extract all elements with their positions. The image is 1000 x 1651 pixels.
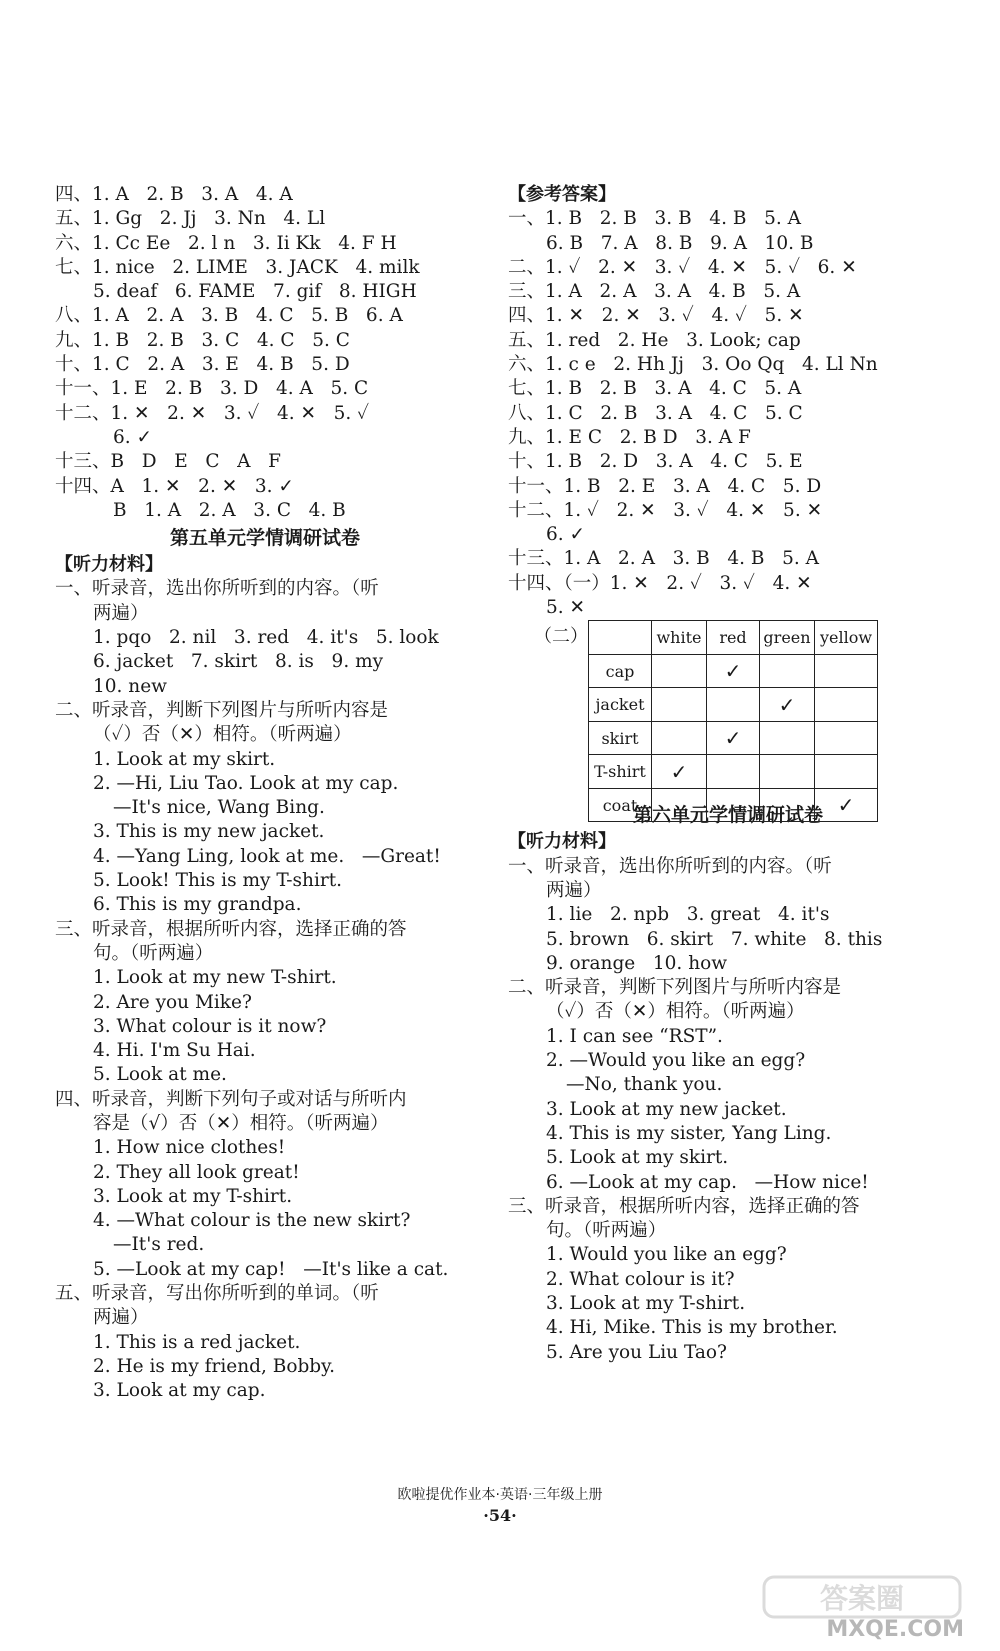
table-cell	[707, 788, 760, 822]
transcript-line: 6. —Look at my cap. —How nice!	[546, 1171, 869, 1193]
answer-line: 6. ✓	[113, 426, 153, 448]
transcript-line: 2. He is my friend, Bobby.	[93, 1355, 336, 1377]
transcript-line: 5. Look at me.	[93, 1064, 227, 1086]
table-header-cell: red	[707, 621, 760, 655]
listening-header: 【听力材料】	[508, 831, 616, 853]
transcript-line: —No, thank you.	[566, 1074, 723, 1096]
answer-line: 一、1. B 2. B 3. B 4. B 5. A	[508, 208, 801, 230]
table-row	[589, 688, 878, 722]
table-row	[589, 721, 878, 755]
table-cell	[652, 788, 707, 822]
table-cell: ✓	[707, 721, 760, 755]
transcript-line: 2. What colour is it?	[546, 1268, 735, 1290]
transcript-line: 5. brown 6. skirt 7. white 8. this	[546, 928, 883, 950]
transcript-line: —It's red.	[113, 1234, 205, 1256]
transcript-line: 5. Are you Liu Tao?	[546, 1341, 727, 1363]
transcript-line: 6. jacket 7. skirt 8. is 9. my	[93, 651, 384, 673]
table-cell: ✓	[815, 788, 878, 822]
answer-line: 十、1. C 2. A 3. E 4. B 5. D	[55, 354, 350, 376]
answer-line: 七、1. nice 2. LIME 3. JACK 4. milk	[55, 256, 420, 278]
section-heading-cont: 容是（√）否（✕）相符。（听两遍）	[93, 1112, 389, 1134]
answer-line: 三、1. A 2. A 3. A 4. B 5. A	[508, 281, 801, 303]
answer-line: B 1. A 2. A 3. C 4. B	[113, 499, 346, 521]
transcript-line: 2. —Hi, Liu Tao. Look at my cap.	[93, 772, 399, 794]
table-cell	[652, 721, 707, 755]
section-heading-cont: 两遍）	[93, 1307, 149, 1329]
watermark-url: MXQE.COM	[826, 1617, 964, 1642]
table-cell: ✓	[652, 755, 707, 789]
transcript-line: 4. Hi, Mike. This is my brother.	[546, 1317, 838, 1339]
table-row	[589, 654, 878, 688]
transcript-line: 6. This is my grandpa.	[93, 894, 302, 916]
answers-header: 【参考答案】	[508, 184, 616, 205]
transcript-line: 5. —Look at my cap! —It's like a cat.	[93, 1258, 449, 1280]
answer-line: 十四、（一）1. ✕ 2. ✓ 3. ✓ 4. ✕	[508, 572, 812, 594]
answer-line: 四、1. A 2. B 3. A 4. A	[55, 184, 293, 205]
table-cell	[707, 688, 760, 722]
transcript-line: 1. How nice clothes!	[93, 1137, 286, 1159]
table-cell	[652, 688, 707, 722]
answer-line: 四、1. ✕ 2. ✕ 3. ✓ 4. ✓ 5. ✕	[508, 305, 804, 327]
transcript-line: 2. —Would you like an egg?	[546, 1050, 806, 1072]
section-heading-cont: 两遍）	[93, 602, 149, 624]
answer-line: 5. deaf 6. FAME 7. gif 8. HIGH	[93, 281, 417, 303]
section-heading-cont: 两遍）	[546, 879, 602, 901]
answer-line: 6. ✓	[546, 524, 586, 546]
section-heading: 三、听录音，根据所听内容，选择正确的答	[508, 1195, 860, 1217]
transcript-line: 1. Would you like an egg?	[546, 1244, 787, 1266]
transcript-line: 5. Look! This is my T-shirt.	[93, 870, 343, 892]
answer-line: 6. B 7. A 8. B 9. A 10. B	[546, 232, 814, 254]
transcript-line: 2. Are you Mike?	[93, 991, 252, 1013]
section-heading-cont: （✓）否（✕）相符。（听两遍）	[93, 724, 352, 746]
transcript-line: 3. This is my new jacket.	[93, 821, 325, 843]
answer-line: 十一、1. E 2. B 3. D 4. A 5. C	[55, 378, 369, 400]
left-column	[55, 183, 475, 1404]
table-label: （二）	[534, 626, 588, 648]
transcript-line: 4. Hi. I'm Su Hai.	[93, 1040, 256, 1062]
table-cell	[815, 654, 878, 688]
answer-line: 六、1. Cc Ee 2. l n 3. Ii Kk 4. F H	[55, 232, 397, 254]
transcript-line: 1. Look at my skirt.	[93, 748, 276, 770]
transcript-line: 1. Look at my new T-shirt.	[93, 967, 337, 989]
table-cell: ✓	[707, 654, 760, 688]
answer-line: 十一、1. B 2. E 3. A 4. C 5. D	[508, 475, 822, 497]
answer-line: 十、1. B 2. D 3. A 4. C 5. E	[508, 451, 803, 473]
answer-line: 五、1. red 2. He 3. Look; cap	[508, 329, 801, 351]
table-cell	[815, 755, 878, 789]
transcript-line: 3. Look at my T-shirt.	[546, 1292, 746, 1314]
answer-line: 十二、1. ✓ 2. ✕ 3. ✓ 4. ✕ 5. ✕	[508, 499, 823, 521]
table-cell	[652, 654, 707, 688]
transcript-line: 3. Look at my T-shirt.	[93, 1185, 293, 1207]
section-heading: 三、听录音，根据所听内容，选择正确的答	[55, 918, 407, 940]
right-column	[508, 183, 948, 1365]
transcript-line: 4. —Yang Ling, look at me. —Great!	[93, 845, 441, 867]
transcript-line: 1. I can see “RST”.	[546, 1025, 723, 1047]
table-cell	[760, 755, 815, 789]
table-cell: skirt	[589, 721, 652, 755]
transcript-line: 1. This is a red jacket.	[93, 1331, 301, 1353]
section-heading: 四、听录音，判断下列句子或对话与所听内	[55, 1088, 407, 1110]
answer-line: 九、1. E C 2. B D 3. A F	[508, 426, 751, 448]
transcript-line: 1. pqo 2. nil 3. red 4. it's 5. look	[93, 627, 439, 649]
table-cell: coat	[589, 788, 652, 822]
table-header-cell	[589, 621, 652, 655]
answer-line: 5. ✕	[546, 597, 586, 619]
answer-line: 六、1. c e 2. Hh Jj 3. Oo Qq 4. Ll Nn	[508, 354, 878, 376]
answer-line: 二、1. ✓ 2. ✕ 3. ✓ 4. ✕ 5. ✓ 6. ✕	[508, 256, 857, 278]
table-header-cell: yellow	[815, 621, 878, 655]
watermark-logo-text: 答案圈	[819, 1582, 905, 1615]
answer-line: 十三、B D E C A F	[55, 451, 281, 473]
section-heading-cont: （✓）否（✕）相符。（听两遍）	[546, 1001, 805, 1023]
answer-line: 八、1. C 2. B 3. A 4. C 5. C	[508, 402, 803, 424]
section-heading: 一、听录音，选出你所听到的内容。（听	[55, 578, 379, 600]
table-cell	[760, 721, 815, 755]
section-heading-cont: 句。（听两遍）	[546, 1220, 667, 1242]
answer-line: 十三、1. A 2. A 3. B 4. B 5. A	[508, 548, 819, 570]
table-cell: ✓	[760, 688, 815, 722]
unit6-title: 第六单元学情调研试卷	[632, 804, 823, 827]
answer-line: 十二、1. ✕ 2. ✕ 3. ✓ 4. ✕ 5. ✓	[55, 402, 370, 424]
unit5-title: 第五单元学情调研试卷	[169, 527, 360, 550]
transcript-line: 5. Look at my skirt.	[546, 1147, 729, 1169]
table-cell	[815, 688, 878, 722]
table-cell	[707, 755, 760, 789]
answer-line: 十四、A 1. ✕ 2. ✕ 3. ✓	[55, 475, 294, 497]
table-cell: jacket	[589, 688, 652, 722]
table-row	[589, 788, 878, 822]
section-heading: 一、听录音，选出你所听到的内容。（听	[508, 855, 832, 877]
table-cell	[815, 721, 878, 755]
section-heading: 二、听录音，判断下列图片与所听内容是	[508, 977, 842, 999]
transcript-line: 3. What colour is it now?	[93, 1015, 327, 1037]
answer-line: 五、1. Gg 2. Jj 3. Nn 4. Ll	[55, 208, 326, 230]
listening-header: 【听力材料】	[55, 554, 163, 576]
book-footer: 欧啦提优作业本·英语·三年级上册	[397, 1487, 603, 1503]
table-cell: T-shirt	[589, 755, 652, 789]
answer-line: 八、1. A 2. A 3. B 4. C 5. B 6. A	[55, 305, 403, 327]
table-cell: cap	[589, 654, 652, 688]
table-cell	[760, 654, 815, 688]
transcript-line: 2. They all look great!	[93, 1161, 300, 1183]
section-heading-cont: 句。（听两遍）	[93, 942, 214, 964]
page-number: ·54·	[483, 1506, 517, 1525]
transcript-line: 9. orange 10. how	[546, 952, 728, 974]
transcript-line: 4. This is my sister, Yang Ling.	[546, 1122, 832, 1144]
transcript-line: 3. Look at my new jacket.	[546, 1098, 787, 1120]
transcript-line: —It's nice, Wang Bing.	[113, 797, 325, 819]
section-heading: 五、听录音，写出你所听到的单词。（听	[55, 1283, 379, 1305]
answer-line: 七、1. B 2. B 3. A 4. C 5. A	[508, 378, 802, 400]
section-heading: 二、听录音，判断下列图片与所听内容是	[55, 699, 389, 721]
table-row	[589, 755, 878, 789]
transcript-line: 10. new	[93, 675, 167, 697]
colour-answer-table	[588, 620, 878, 822]
answer-line: 九、1. B 2. B 3. C 4. C 5. C	[55, 329, 350, 351]
table-header-cell: green	[760, 621, 815, 655]
transcript-line: 4. —What colour is the new skirt?	[93, 1210, 411, 1232]
transcript-line: 3. Look at my cap.	[93, 1380, 266, 1402]
table-header-row	[589, 621, 878, 655]
table-header-cell: white	[652, 621, 707, 655]
table-cell	[760, 788, 815, 822]
transcript-line: 1. lie 2. npb 3. great 4. it's	[546, 904, 830, 926]
